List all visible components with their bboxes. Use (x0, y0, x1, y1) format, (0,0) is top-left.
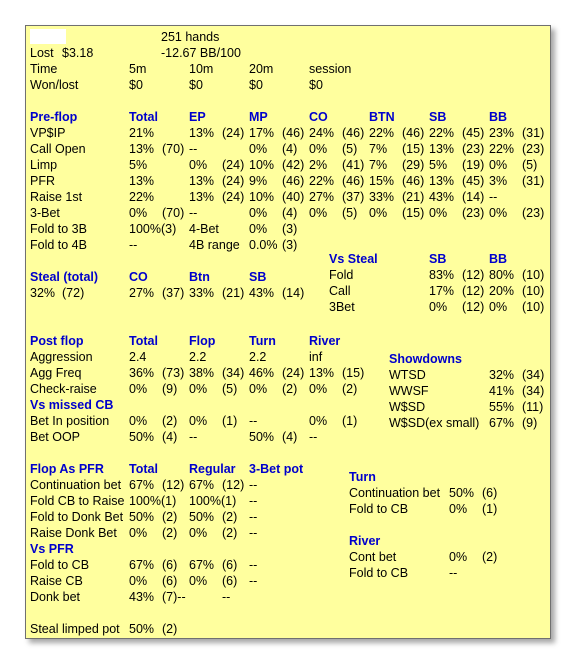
steal-limped-count: (2) (162, 622, 178, 636)
vs-pfr-donk-bet-cell: (7)-- (162, 590, 186, 604)
agg-freq-cell: 13% (309, 366, 335, 380)
preflop-row-cell: 15% (369, 174, 395, 188)
river-value: 0% (449, 550, 468, 564)
check-raise-cell: 0% (249, 382, 268, 396)
preflop-row-cell: (31) (522, 174, 545, 188)
flop-as-pfr-header: Total (129, 462, 158, 476)
agg-freq-label: Agg Freq (30, 366, 82, 380)
turn-value: 0% (449, 502, 468, 516)
steal-title: Steal (total) (30, 270, 99, 284)
bet-in-position-cell: 0% (129, 414, 148, 428)
vs-pfr-donk-bet-cell: 43% (129, 590, 155, 604)
preflop-row-cell: 13% (189, 126, 215, 140)
check-raise-cell: 0% (129, 382, 148, 396)
vs-steal-cell: (12) (462, 268, 485, 282)
river-label: Fold to CB (349, 566, 409, 580)
agg-freq-cell: (15) (342, 366, 365, 380)
check-raise-cell: (9) (162, 382, 178, 396)
vs-pfr-title: Vs PFR (30, 542, 74, 556)
time-label: Time (30, 62, 58, 76)
preflop-row-cell: 7% (369, 142, 388, 156)
raise-donk-cell: 0% (129, 526, 148, 540)
preflop-row-cell: 0% (489, 206, 508, 220)
preflop-row-cell: 22% (309, 174, 335, 188)
preflop-row-cell: 0% (249, 142, 268, 156)
preflop-row-label: 3-Bet (30, 206, 60, 220)
hud-stats-panel (25, 25, 551, 639)
vs-pfr-fold-to-cb-cell: -- (249, 558, 258, 572)
bet-in-position-label: Bet In position (30, 414, 110, 428)
preflop-row-cell: (5) (522, 158, 538, 172)
preflop-row-label: Raise 1st (30, 190, 83, 204)
check-raise-cell: (2) (342, 382, 358, 396)
preflop-row-cell: 22% (129, 190, 155, 204)
vs-steal-label: 3Bet (329, 300, 355, 314)
vs-pfr-raise-cb-cell: -- (249, 574, 258, 588)
preflop-row-cell: -- (189, 142, 198, 156)
vs-steal-cell: (10) (522, 300, 545, 314)
preflop-title: Pre-flop (30, 110, 78, 124)
preflop-row-cell: (15) (402, 206, 425, 220)
showdown-label: WTSD (389, 368, 426, 382)
river-count: (2) (482, 550, 498, 564)
showdown-count: (11) (522, 400, 544, 414)
preflop-row-cell: 13% (429, 174, 455, 188)
vs-steal-cell: 0% (489, 300, 508, 314)
vs-pfr-raise-cb-cell: (6) (222, 574, 238, 588)
steal-cell: 32% (30, 286, 56, 300)
wonlost-val: $0 (309, 78, 323, 92)
steal-cell: 33% (189, 286, 215, 300)
lost-label: Lost (30, 46, 54, 60)
fold-to-3b-label: Fold to 3B (30, 222, 87, 236)
agg-freq-cell: (34) (222, 366, 245, 380)
turn-label: Fold to CB (349, 502, 409, 516)
preflop-row-cell: 10% (249, 158, 275, 172)
preflop-row-cell: (31) (522, 126, 545, 140)
steal-cell: (14) (282, 286, 305, 300)
steal-limped-value: 50% (129, 622, 155, 636)
showdown-count: (34) (522, 368, 545, 382)
four-bet-count: (3) (282, 222, 298, 236)
four-bet-range-count: (3) (282, 238, 298, 252)
showdown-label: W$SD (389, 400, 426, 414)
time-col: 5m (129, 62, 147, 76)
preflop-row-cell: (70) (162, 206, 185, 220)
flop-as-pfr-header: Regular (189, 462, 236, 476)
bet-oop-cell: -- (189, 430, 198, 444)
preflop-row-cell: 0% (189, 158, 208, 172)
preflop-row-cell: (24) (222, 126, 245, 140)
steal-header: CO (129, 270, 148, 284)
preflop-row-cell: (23) (522, 206, 545, 220)
preflop-row-cell: 13% (189, 190, 215, 204)
bet-oop-cell: (4) (162, 430, 178, 444)
bet-in-position-cell: (2) (162, 414, 178, 428)
turn-count: (1) (482, 502, 498, 516)
preflop-header: MP (249, 110, 268, 124)
check-raise-cell: 0% (189, 382, 208, 396)
raise-donk-label: Raise Donk Bet (30, 526, 117, 540)
postflop-header: Turn (249, 334, 276, 348)
preflop-row-cell: 43% (429, 190, 455, 204)
preflop-row-cell: (42) (282, 158, 305, 172)
cont-bet-cell: (12) (222, 478, 245, 492)
vs-pfr-fold-to-cb-cell: 67% (129, 558, 155, 572)
bet-oop-cell: (4) (282, 430, 298, 444)
preflop-row-cell: -- (489, 190, 498, 204)
vs-pfr-fold-to-cb-cell: (6) (222, 558, 238, 572)
turn-label: Continuation bet (349, 486, 441, 500)
steal-cell: (21) (222, 286, 245, 300)
steal-cell: 43% (249, 286, 275, 300)
bet-in-position-cell: 0% (189, 414, 208, 428)
preflop-row-cell: (24) (222, 158, 245, 172)
raise-donk-cell: -- (249, 526, 258, 540)
vs-pfr-raise-cb-cell: (6) (162, 574, 178, 588)
showdown-value: 32% (489, 368, 515, 382)
preflop-row-cell: (40) (282, 190, 305, 204)
preflop-row-cell: 0% (129, 206, 148, 220)
preflop-row-cell: 27% (309, 190, 335, 204)
bet-oop-label: Bet OOP (30, 430, 81, 444)
preflop-row-cell: (45) (462, 126, 485, 140)
steal-limped-label: Steal limped pot (30, 622, 120, 636)
vs-steal-title: Vs Steal (329, 252, 378, 266)
preflop-row-cell: 2% (309, 158, 328, 172)
postflop-header: River (309, 334, 341, 348)
cont-bet-cell: (12) (162, 478, 185, 492)
cont-bet-cell: 67% (129, 478, 155, 492)
preflop-row-cell: (5) (342, 142, 358, 156)
preflop-row-cell: 13% (129, 174, 155, 188)
preflop-row-label: Call Open (30, 142, 86, 156)
showdown-value: 55% (489, 400, 515, 414)
fold-to-4b-value: -- (129, 238, 138, 252)
preflop-row-cell: (29) (402, 158, 425, 172)
bet-in-position-cell: -- (249, 414, 258, 428)
flop-as-pfr-header: 3-Bet pot (249, 462, 304, 476)
fold-cb-to-raise-label: Fold CB to Raise (30, 494, 125, 508)
preflop-row-cell: 22% (369, 126, 395, 140)
preflop-row-cell: (4) (282, 206, 298, 220)
steal-cell: (37) (162, 286, 185, 300)
preflop-row-cell: 10% (249, 190, 275, 204)
agg-freq-cell: (73) (162, 366, 185, 380)
vs-pfr-donk-bet-label: Donk bet (30, 590, 81, 604)
vs-pfr-fold-to-cb-label: Fold to CB (30, 558, 90, 572)
preflop-row-cell: 33% (369, 190, 395, 204)
showdown-count: (34) (522, 384, 545, 398)
time-col: session (309, 62, 352, 76)
preflop-row-cell: 13% (429, 142, 455, 156)
check-raise-cell: (5) (222, 382, 238, 396)
turn-count: (6) (482, 486, 498, 500)
flop-as-pfr-title: Flop As PFR (30, 462, 104, 476)
agg-freq-cell: 36% (129, 366, 155, 380)
preflop-row-label: Limp (30, 158, 58, 172)
turn-value: 50% (449, 486, 475, 500)
vs-steal-header: BB (489, 252, 508, 266)
vs-pfr-fold-to-cb-cell: (6) (162, 558, 178, 572)
vs-steal-cell: 83% (429, 268, 455, 282)
vs-steal-header: SB (429, 252, 447, 266)
time-col: 20m (249, 62, 274, 76)
river-label: Cont bet (349, 550, 397, 564)
cont-bet-cell: 67% (189, 478, 215, 492)
bet-oop-cell: 50% (129, 430, 155, 444)
river-value: -- (449, 566, 458, 580)
wonlost-val: $0 (189, 78, 203, 92)
fold-to-donk-cell: (2) (162, 510, 178, 524)
preflop-row-cell: (41) (342, 158, 365, 172)
steal-cell: 27% (129, 286, 155, 300)
fold-cb-to-raise-cell: 100%(1) (129, 494, 177, 508)
cont-bet-cell: -- (249, 478, 258, 492)
wonlost-val: $0 (129, 78, 143, 92)
aggression-cell: 2.2 (249, 350, 267, 364)
preflop-row-cell: (24) (222, 174, 245, 188)
vs-pfr-donk-bet-cell: -- (222, 590, 231, 604)
cont-bet-label: Continuation bet (30, 478, 122, 492)
preflop-row-cell: 17% (249, 126, 275, 140)
turn-title: Turn (349, 470, 376, 484)
fold-to-3b-value: 100%(3) (129, 222, 177, 236)
vs-steal-label: Fold (329, 268, 354, 282)
preflop-row-cell: (45) (462, 174, 485, 188)
preflop-row-cell: 13% (129, 142, 155, 156)
time-col: 10m (189, 62, 214, 76)
showdowns-title: Showdowns (389, 352, 462, 366)
fold-to-donk-cell: 50% (129, 510, 155, 524)
preflop-row-cell: (21) (402, 190, 425, 204)
vs-steal-cell: (10) (522, 268, 545, 282)
showdown-label: W$SD(ex small) (389, 416, 480, 430)
vs-steal-cell: 80% (489, 268, 515, 282)
preflop-row-cell: (23) (462, 142, 485, 156)
steal-cell: (72) (62, 286, 85, 300)
preflop-row-cell: 0% (249, 206, 268, 220)
lost-amount: $3.18 (62, 46, 94, 60)
steal-header: SB (249, 270, 267, 284)
showdown-value: 41% (489, 384, 515, 398)
preflop-row-cell: -- (189, 206, 198, 220)
check-raise-cell: (2) (282, 382, 298, 396)
preflop-row-cell: 7% (369, 158, 388, 172)
preflop-row-label: VP$IP (30, 126, 66, 140)
vs-steal-cell: 20% (489, 284, 515, 298)
preflop-row-cell: 13% (189, 174, 215, 188)
preflop-row-cell: 5% (429, 158, 448, 172)
preflop-row-cell: 22% (429, 126, 455, 140)
preflop-row-cell: (46) (402, 174, 425, 188)
fold-to-donk-cell: -- (249, 510, 258, 524)
preflop-row-cell: (46) (342, 174, 365, 188)
four-bet-range-label: 4B range (189, 238, 240, 252)
preflop-row-cell: 0% (369, 206, 388, 220)
aggression-cell: inf (309, 350, 323, 364)
preflop-header: Total (129, 110, 158, 124)
preflop-row-cell: 0% (429, 206, 448, 220)
preflop-row-cell: 3% (489, 174, 508, 188)
preflop-row-cell: (23) (462, 206, 485, 220)
aggression-label: Aggression (30, 350, 93, 364)
preflop-row-cell: (46) (282, 174, 305, 188)
preflop-row-cell: 21% (129, 126, 155, 140)
postflop-header: Total (129, 334, 158, 348)
preflop-row-cell: (70) (162, 142, 185, 156)
fold-to-donk-cell: (2) (222, 510, 238, 524)
preflop-row-cell: (46) (342, 126, 365, 140)
preflop-header: BTN (369, 110, 395, 124)
aggression-cell: 2.4 (129, 350, 147, 364)
preflop-row-cell: (37) (342, 190, 365, 204)
preflop-row-cell: 5% (129, 158, 148, 172)
preflop-row-cell: (4) (282, 142, 298, 156)
raise-donk-cell: (2) (222, 526, 238, 540)
fold-to-donk-label: Fold to Donk Bet (30, 510, 124, 524)
hands-count: 251 hands (161, 30, 220, 44)
agg-freq-cell: 38% (189, 366, 215, 380)
fold-cb-to-raise-cell: 100%(1) (189, 494, 237, 508)
postflop-title: Post flop (30, 334, 84, 348)
preflop-row-cell: (24) (222, 190, 245, 204)
check-raise-label: Check-raise (30, 382, 97, 396)
preflop-row-cell: 22% (489, 142, 515, 156)
vs-pfr-raise-cb-cell: 0% (129, 574, 148, 588)
vs-missed-cb-title: Vs missed CB (30, 398, 114, 412)
raise-donk-cell: 0% (189, 526, 208, 540)
preflop-header: CO (309, 110, 328, 124)
fold-cb-to-raise-cell: -- (249, 494, 258, 508)
preflop-row-cell: (46) (282, 126, 305, 140)
preflop-row-cell: 0% (489, 158, 508, 172)
fold-to-4b-label: Fold to 4B (30, 238, 87, 252)
preflop-row-cell: (15) (402, 142, 425, 156)
vs-steal-cell: 0% (429, 300, 448, 314)
four-bet-label: 4-Bet (189, 222, 219, 236)
four-bet-value: 0% (249, 222, 268, 236)
showdown-value: 67% (489, 416, 515, 430)
wonlost-label: Won/lost (30, 78, 79, 92)
vs-steal-cell: (12) (462, 300, 485, 314)
fold-to-donk-cell: 50% (189, 510, 215, 524)
bb-per-100: -12.67 BB/100 (161, 46, 241, 60)
agg-freq-cell: 46% (249, 366, 275, 380)
vs-steal-label: Call (329, 284, 351, 298)
bet-oop-cell: -- (309, 430, 318, 444)
wonlost-val: $0 (249, 78, 263, 92)
preflop-row-cell: (19) (462, 158, 485, 172)
preflop-header: EP (189, 110, 206, 124)
vs-steal-cell: (12) (462, 284, 485, 298)
preflop-row-cell: (14) (462, 190, 485, 204)
vs-pfr-raise-cb-label: Raise CB (30, 574, 83, 588)
showdown-label: WWSF (389, 384, 429, 398)
postflop-header: Flop (189, 334, 216, 348)
player-name-box (30, 29, 66, 44)
vs-pfr-raise-cb-cell: 0% (189, 574, 208, 588)
preflop-row-cell: 24% (309, 126, 335, 140)
steal-header: Btn (189, 270, 210, 284)
showdown-count: (9) (522, 416, 538, 430)
preflop-header: SB (429, 110, 447, 124)
bet-oop-cell: 50% (249, 430, 275, 444)
agg-freq-cell: (24) (282, 366, 305, 380)
preflop-row-cell: 0% (309, 206, 328, 220)
preflop-row-cell: 0% (309, 142, 328, 156)
bet-in-position-cell: (1) (342, 414, 358, 428)
preflop-row-cell: 9% (249, 174, 268, 188)
vs-steal-cell: (10) (522, 284, 545, 298)
check-raise-cell: 0% (309, 382, 328, 396)
preflop-row-label: PFR (30, 174, 55, 188)
raise-donk-cell: (2) (162, 526, 178, 540)
vs-steal-cell: 17% (429, 284, 455, 298)
aggression-cell: 2.2 (189, 350, 207, 364)
vs-pfr-fold-to-cb-cell: 67% (189, 558, 215, 572)
bet-in-position-cell: 0% (309, 414, 328, 428)
preflop-header: BB (489, 110, 508, 124)
bet-in-position-cell: (1) (222, 414, 238, 428)
river-title: River (349, 534, 381, 548)
preflop-row-cell: (46) (402, 126, 425, 140)
preflop-row-cell: (5) (342, 206, 358, 220)
preflop-row-cell: (23) (522, 142, 545, 156)
preflop-row-cell: 23% (489, 126, 515, 140)
four-bet-range-value: 0.0% (249, 238, 278, 252)
